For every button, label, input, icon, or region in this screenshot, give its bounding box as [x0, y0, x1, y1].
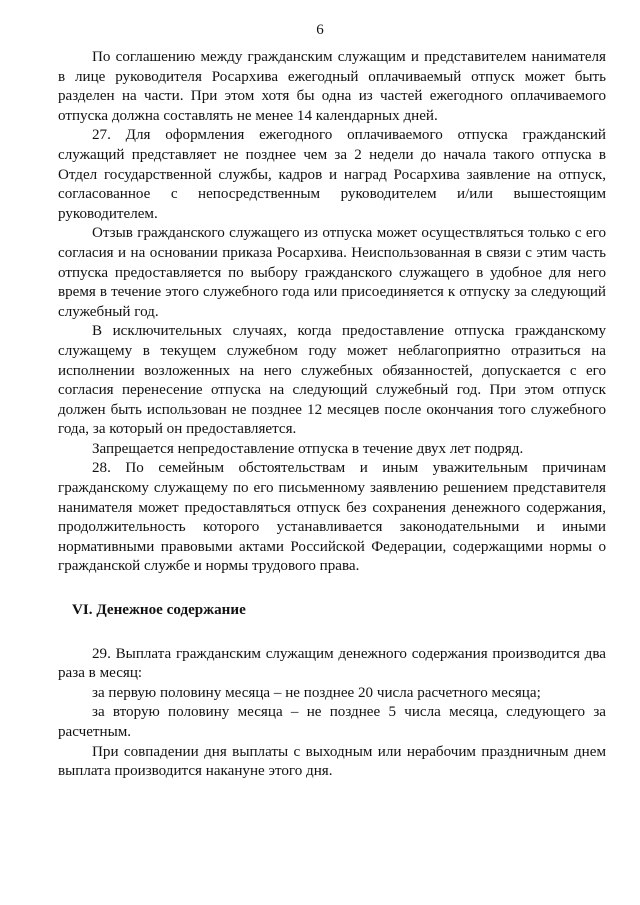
paragraph-recall: Отзыв гражданского служащего из отпуска может осуществляться только с его согласия и на основании приказа Росархива. Неиспользованная в связи с этим часть отпуска предоставляется по выбору гражданского служащего в удобное для него время в течение этого служебного года или присоединяется к отпуску за следующий служебный год. [58, 225, 606, 320]
paragraph-27: 27. Для оформления ежегодного оплачиваемого отпуска гражданский служащий представляет не позднее чем за 2 недели до начала такого отпуска в Отдел государственной службы, кадров и наград Росархива заявление на отпуск, согласованное с непосредственным руководителем и/или вышестоящим руководителем. [58, 127, 606, 222]
section-title: VI. Денежное содержание [72, 602, 246, 619]
document-body [58, 48, 606, 782]
paragraph-second-half: за вторую половину месяца – не позднее 5 числа месяца, следующего за расчетным. [58, 704, 606, 740]
paragraph-first-half: за первую половину месяца – не позднее 20 числа расчетного месяца; [92, 684, 541, 701]
paragraph-holiday-payment: При совпадении дня выплаты с выходным или нерабочим праздничным днем выплата производится накануне этого дня. [58, 743, 606, 780]
paragraph-28: 28. По семейным обстоятельствам и иным уважительным причинам гражданскому служащему по его письменному заявлению решением представителя нанимателя может предоставляться отпуск без сохранения денежного содержания, продолжительность которого устанавливается законодательными и иными нормативными правовыми актами Российской Федерации, содержащими нормы о гражданской службе и нормы трудового права. [58, 460, 606, 575]
paragraph-exceptional-cases: В исключительных случаях, когда предоставление отпуска гражданскому служащему в текущем служебном году может неблагоприятно отразиться на исполнении возложенных на него служебных обязанностей, допускается с его согласия перенесение отпуска на следующий служебный год. При этом отпуск должен быть использован не позднее 12 месяцев после окончания того служебного года, за который он предоставляется. [58, 323, 606, 438]
paragraph-vacation-split: По соглашению между гражданским служащим и представителем нанимателя в лице руководителя Росархива ежегодный оплачиваемый отпуск может быть разделен на части. При этом хотя бы одна из частей ежегодного оплачиваемого отпуска должна составлять не менее 14 календарных дней. [58, 49, 606, 124]
paragraph-29: 29. Выплата гражданским служащим денежного содержания производится два раза в месяц: [58, 645, 606, 682]
page-number: 6 [316, 22, 324, 38]
paragraph-prohibition: Запрещается непредоставление отпуска в течение двух лет подряд. [92, 440, 524, 457]
